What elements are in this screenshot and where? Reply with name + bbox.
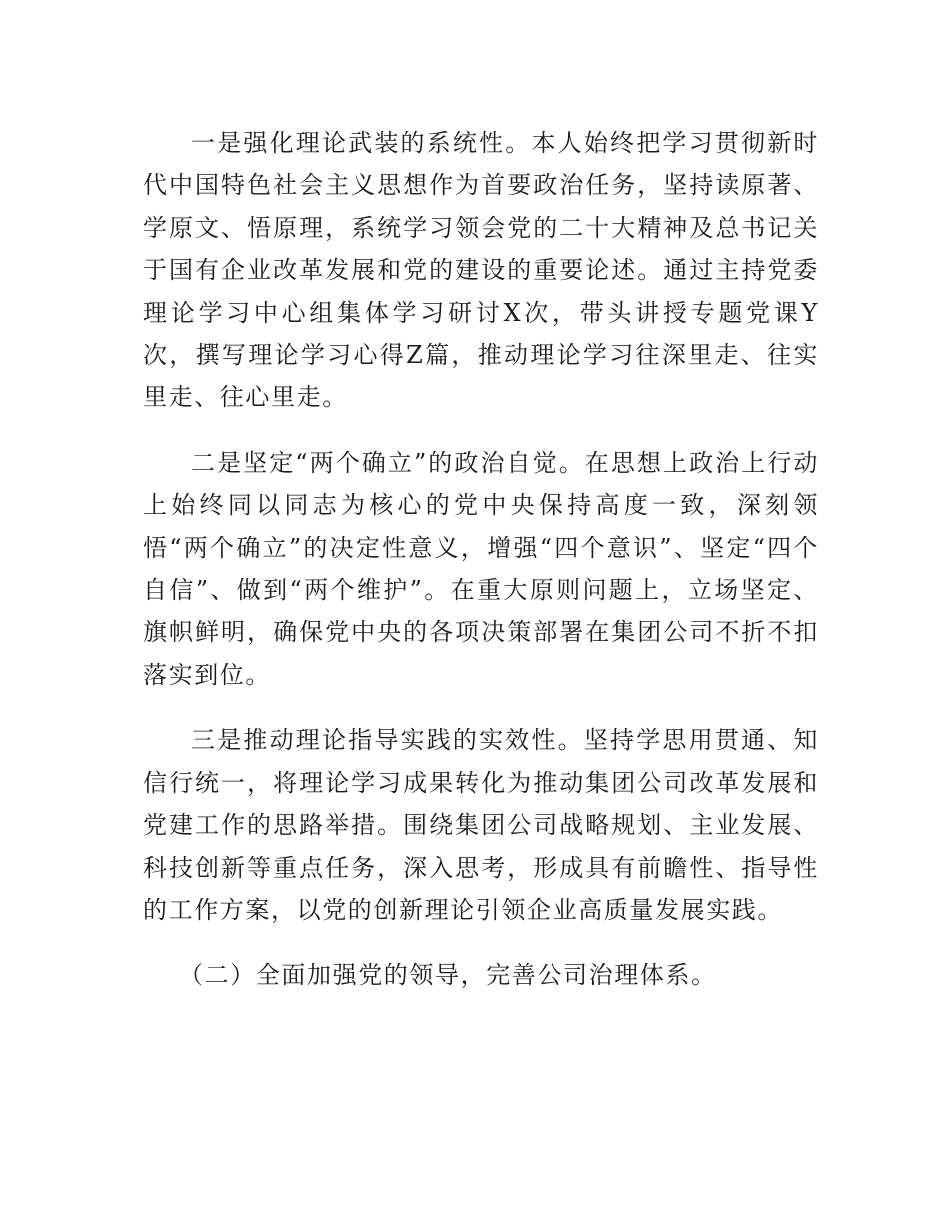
paragraph-theory-practice: 三是推动理论指导实践的实效性。坚持学思用贯通、知信行统一，将理论学习成果转化为推动集团公司改革发展和党建工作的思路举措。围绕集团公司战略规划、主业发展、科技创新等重点任务，深入思考，形成具有前瞻性、指导性的工作方案，以党的创新理论引领企业高质量发展实践。 [143, 726, 819, 924]
section-heading: （二）全面加强党的领导，完善公司治理体系。 [179, 961, 717, 990]
paragraph-theory-armament: 一是强化理论武装的系统性。本人始终把学习贯彻新时代中国特色社会主义思想作为首要政治任务，坚持读原著、学原文、悟原理，系统学习领会党的二十大精神及总书记关于国有企业改革发展和党的建设的重要论述。通过主持党委理论学习中心组集体学习研讨X次，带头讲授专题党课Y次，撰写理论学习心得Z篇，推动理论学习往深里走、往实里走、往心里走。 [143, 129, 819, 412]
document-body [143, 122, 819, 1020]
paragraph-two-establishments: 二是坚定“两个确立”的政治自觉。在思想上政治上行动上始终同以同志为核心的党中央保持高度一致，深刻领悟“两个确立”的决定性意义，增强“四个意识”、坚定“四个自信”、做到“两个维护”。在重大原则问题上，立场坚定、旗帜鲜明，确保党中央的各项决策部署在集团公司不折不扣落实到位。 [143, 448, 819, 689]
